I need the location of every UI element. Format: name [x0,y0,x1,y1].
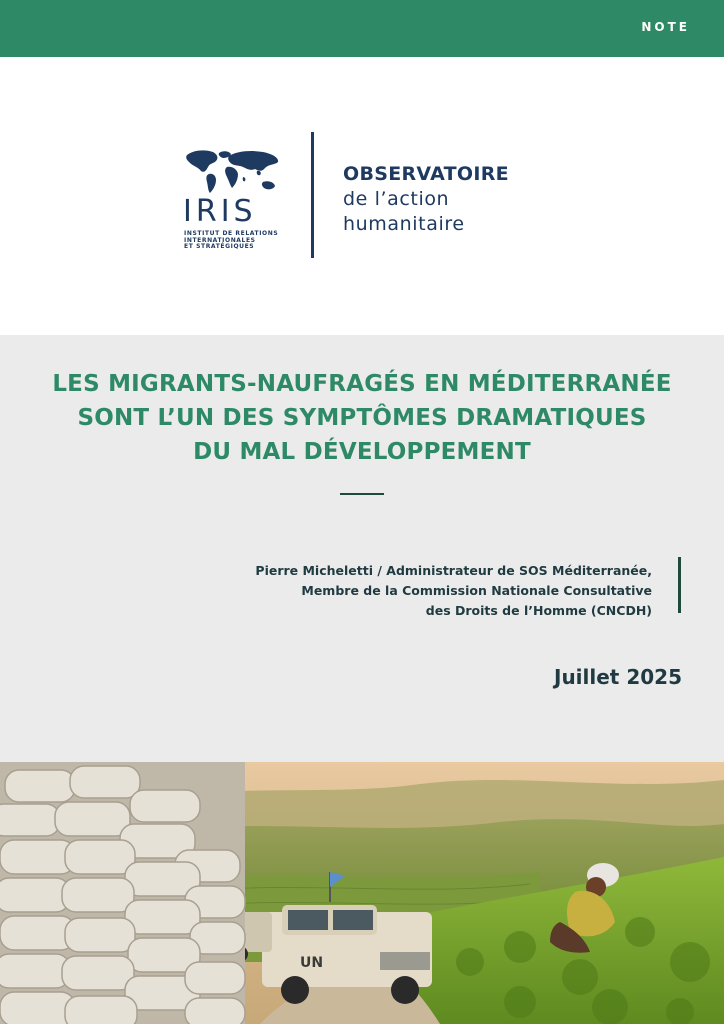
publication-date: Juillet 2025 [554,665,682,689]
observatory-line-1: de l’action [343,188,450,210]
observatory-title: OBSERVATOIRE [343,163,509,185]
logo-divider [311,132,314,258]
document-title-line-3: DU MAL DÉVELOPPEMENT [193,439,531,465]
title-divider [340,493,384,495]
cover-photo [0,762,724,1024]
document-title-line-1: LES MIGRANTS-NAUFRAGÉS EN MÉDITERRANÉE [52,371,672,397]
author-line-3: des Droits de l’Homme (CNCDH) [425,603,652,618]
logo-area [0,57,724,335]
cover-photo-illustration [0,762,724,1024]
author-accent-bar [678,557,681,613]
vehicle-marking: UN [300,955,324,971]
title-section [0,335,724,762]
document-type-tag: NOTE [641,20,690,34]
world-map-icon [183,147,283,199]
grain-sacks-illustration [0,762,245,1024]
iris-wordmark: IRIS [183,194,257,229]
header-bar [0,0,724,57]
document-title-line-2: SONT L’UN DES SYMPTÔMES DRAMATIQUES [77,405,647,431]
author-line-1: Pierre Micheletti / Administrateur de SOS Méditerranée, [255,563,652,578]
author-line-2: Membre de la Commission Nationale Consultative [301,583,652,598]
iris-logo [183,147,283,307]
observatory-line-2: humanitaire [343,213,465,235]
iris-full-name: INSTITUT DE RELATIONS INTERNATIONALES ET STRATÉGIQUES [184,230,279,250]
